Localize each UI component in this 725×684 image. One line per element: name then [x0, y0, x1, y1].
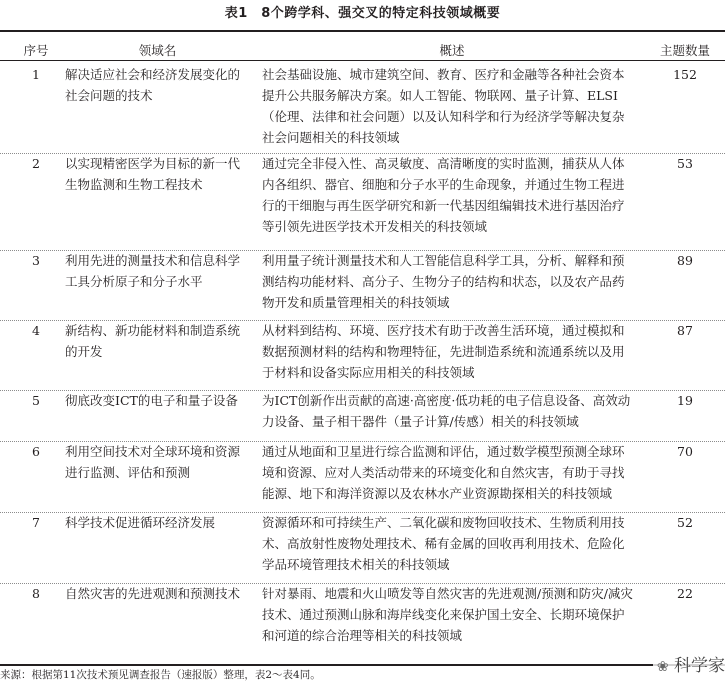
overview-line: 内各组织、器官、细胞和分子水平的生命现象，并通过生物工程进	[262, 177, 625, 192]
overview-line: 针对暴雨、地震和火山喷发等自然灾害的先进观测/预测和防灾/减灾	[262, 586, 633, 601]
topic-count: 22	[677, 586, 693, 601]
overview-line: 等引领先进医学技术开发相关的科技领域	[262, 219, 488, 234]
row-number: 1	[32, 67, 40, 82]
overview-text	[262, 64, 642, 148]
table-row	[0, 250, 725, 321]
field-name	[65, 583, 250, 604]
field-name-line: 的开发	[65, 344, 103, 359]
header-topic-count: 主题数量	[659, 43, 710, 58]
table-row	[0, 320, 725, 391]
row-number: 6	[32, 444, 40, 459]
header-overview: 概述	[439, 43, 465, 58]
overview-line: 社会问题相关的科技领域	[262, 130, 400, 145]
field-name-line: 解决适应社会和经济发展变化的	[65, 67, 241, 82]
field-name-line: 以实现精密医学为目标的新一代	[65, 156, 241, 171]
overview-line: 和河道的综合治理等相关的科技领域	[262, 628, 463, 643]
overview-line: 提升公共服务解决方案。如人工智能、物联网、量子计算、ELSI	[262, 88, 618, 103]
field-name-line: 新结构、新功能材料和制造系统	[65, 323, 241, 338]
row-number: 5	[32, 393, 40, 408]
table-header-rule	[0, 60, 725, 61]
field-name-line: 生物监测和生物工程技术	[65, 177, 203, 192]
overview-text	[262, 583, 642, 646]
table-top-rule	[0, 30, 725, 32]
topic-count: 19	[677, 393, 693, 408]
field-name-line: 利用先进的测量技术和信息科学	[65, 253, 241, 268]
topic-count: 87	[677, 323, 693, 338]
overview-line: 从材料到结构、环境、医疗技术有助于改善生活环境，通过模拟和	[262, 323, 625, 338]
table-row	[0, 441, 725, 513]
overview-line: 数据预测材料的结构和物理特征，先进制造系统和流通系统以及用	[262, 344, 625, 359]
table-row	[0, 153, 725, 251]
source-note: 来源：根据第11次技术预见调查报告（速报版）整理，表2～表4同。	[0, 669, 321, 681]
field-name-line: 科学技术促进循环经济发展	[65, 515, 216, 530]
field-name	[65, 153, 250, 195]
field-name-line: 彻底改变ICT的电子和量子设备	[65, 393, 238, 408]
overview-line: 测结构功能材料、高分子、生物分子的结构和状态，以及农产品药	[262, 274, 625, 289]
row-number: 2	[32, 156, 40, 171]
table-bottom-rule	[0, 664, 725, 666]
overview-text	[262, 153, 642, 237]
overview-line: 社会基础设施、城市建筑空间、教育、医疗和金融等各种社会资本	[262, 67, 625, 82]
field-name	[65, 320, 250, 362]
header-number: 序号	[23, 43, 49, 58]
overview-text	[262, 512, 642, 575]
overview-line: 能源、地下和海洋资源以及农林水产业资源勘探相关的科技领域	[262, 486, 613, 501]
topic-count: 89	[677, 253, 693, 268]
table-title: 表1 8个跨学科、强交叉的特定科技领域概要	[224, 6, 501, 21]
overview-line: 利用量子统计测量技术和人工智能信息科学工具，分析、解释和预	[262, 253, 625, 268]
field-name-line: 进行监测、评估和预测	[65, 465, 191, 480]
table-row	[0, 390, 725, 442]
watermark	[653, 651, 725, 676]
topic-count: 53	[677, 156, 693, 171]
overview-line: 力设备、量子相干器件（量子计算/传感）相关的科技领域	[262, 414, 579, 429]
field-name	[65, 64, 250, 106]
wechat-icon: ❀	[656, 659, 669, 675]
table-row	[0, 64, 725, 154]
topic-count: 70	[677, 444, 693, 459]
overview-line: 通过从地面和卫星进行综合监测和评估，通过数学模型预测全球环	[262, 444, 625, 459]
field-name-line: 工具分析原子和分子水平	[65, 274, 203, 289]
field-name	[65, 441, 250, 483]
field-name-line: 自然灾害的先进观测和预测技术	[65, 586, 241, 601]
field-name	[65, 250, 250, 292]
overview-line: 境和资源、应对人类活动带来的环境变化和自然灾害，有助于寻找	[262, 465, 625, 480]
row-number: 8	[32, 586, 40, 601]
overview-line: 资源循环和可持续生产、二氧化碳和废物回收技术、生物质利用技	[262, 515, 625, 530]
overview-text	[262, 441, 642, 504]
row-number: 4	[32, 323, 40, 338]
overview-text	[262, 250, 642, 313]
field-name-line: 利用空间技术对全球环境和资源	[65, 444, 241, 459]
overview-line: 物开发和质量管理相关的科技领域	[262, 295, 450, 310]
overview-line: 为ICT创新作出贡献的高速·高密度·低功耗的电子信息设备、高效动	[262, 393, 631, 408]
overview-line: 行的干细胞与再生医学研究和新一代基因组编辑技术进行基因治疗	[262, 198, 625, 213]
field-name-line: 社会问题的技术	[65, 88, 153, 103]
overview-text	[262, 320, 642, 383]
header-field: 领域名	[138, 43, 177, 58]
row-number: 3	[32, 253, 40, 268]
overview-text	[262, 390, 642, 432]
overview-line: 于材料和设备实际应用相关的科技领域	[262, 365, 475, 380]
field-name	[65, 390, 250, 411]
topic-count: 52	[677, 515, 693, 530]
field-name	[65, 512, 250, 533]
row-number: 7	[32, 515, 40, 530]
overview-line: 通过完全非侵入性、高灵敏度、高清晰度的实时监测，捕获从人体	[262, 156, 625, 171]
overview-line: 学品环境管理技术相关的科技领域	[262, 557, 450, 572]
table-row	[0, 583, 725, 661]
overview-line: 技术、通过预测山脉和海岸线变化来保护国土安全、长期环境保护	[262, 607, 625, 622]
watermark-text: 科学家	[674, 656, 725, 676]
table-row	[0, 512, 725, 584]
topic-count: 152	[673, 67, 697, 82]
overview-line: （伦理、法律和社会问题）以及认知科学和行为经济学等解决复杂	[262, 109, 625, 124]
overview-line: 术、高放射性废物处理技术、稀有金属的回收再利用技术、危险化	[262, 536, 625, 551]
